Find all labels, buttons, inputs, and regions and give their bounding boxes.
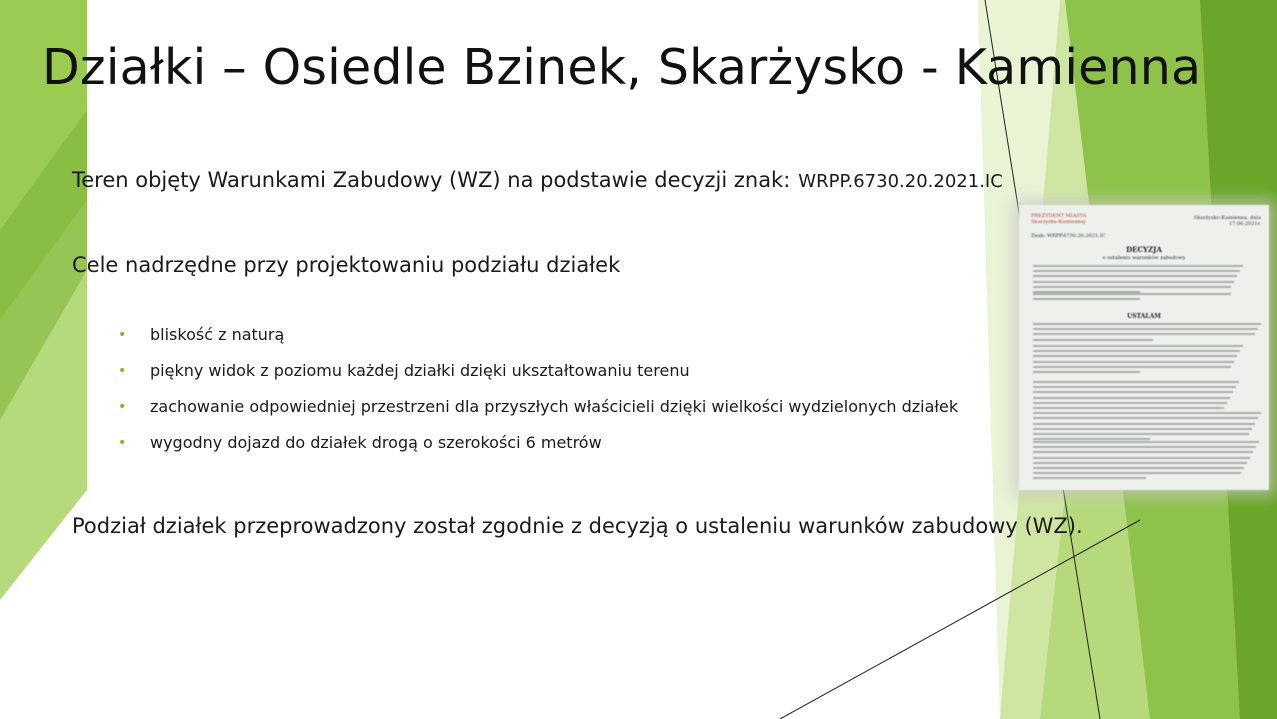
document-text-line: [1033, 477, 1146, 479]
document-text-line: [1033, 366, 1231, 368]
list-item-text: wygodny dojazd do działek drogą o szerokości 6 metrów: [150, 433, 602, 452]
bullet-icon: •: [118, 399, 127, 415]
document-text-line: [1033, 328, 1258, 330]
document-text-line: [1033, 371, 1140, 373]
bullet-icon: •: [118, 363, 127, 379]
list-item-text: bliskość z naturą: [150, 325, 285, 344]
document-text-line: [1033, 433, 1249, 435]
document-text-line: [1033, 286, 1231, 288]
document-heading: DECYZJA: [1126, 245, 1162, 254]
document-sign: Znak: WRPP.6730.20.2021.IC: [1031, 233, 1106, 239]
document-text-line: [1033, 391, 1233, 393]
document-text-line: [1033, 467, 1244, 469]
document-text-line: [1033, 446, 1256, 448]
terms-line: [72, 166, 1003, 196]
document-text-line: [1033, 265, 1243, 267]
document-text-line: [1033, 386, 1236, 388]
document-text-line: [1033, 281, 1234, 283]
list-item: [118, 325, 958, 361]
document-text-line: [1033, 417, 1258, 419]
document-text-line: [1033, 423, 1255, 425]
document-text-line: [1033, 407, 1224, 409]
document-text-line: [1033, 345, 1243, 347]
document-text-line: [1033, 350, 1240, 352]
document-text-line: [1033, 381, 1239, 383]
document-text-line: [1033, 462, 1247, 464]
document-text-line: [1033, 402, 1227, 404]
terms-text: Teren objęty Warunkami Zabudowy (WZ) na podstawie decyzji znak:: [72, 168, 791, 192]
document-header-right: Skarżysko-Kamienna, dnia 17.06.2021r.: [1193, 215, 1261, 227]
document-text-line: [1033, 428, 1252, 430]
document-text-line: [1033, 293, 1231, 295]
document-text-line: [1033, 397, 1230, 399]
document-subheading: o ustaleniu warunków zabudowy: [1102, 255, 1186, 261]
document-text-line: [1033, 270, 1240, 272]
document-text-line: [1033, 339, 1153, 341]
document-text-line: [1033, 451, 1253, 453]
document-text-line: [1033, 333, 1255, 335]
summary-text: Podział działek przeprowadzony został zgodnie z decyzją o ustaleniu warunków zabudowy (WZ).: [72, 514, 1083, 538]
document-text-line: [1033, 472, 1241, 474]
list-item: [118, 433, 958, 469]
list-item-text: piękny widok z poziomu każdej działki dzięki ukształtowaniu terenu: [150, 361, 690, 380]
document-text-line: [1033, 355, 1237, 357]
bullet-icon: •: [118, 435, 127, 451]
goals-heading: Cele nadrzędne przy projektowaniu podziału działek: [72, 253, 621, 277]
document-text-line: [1033, 457, 1250, 459]
goals-list: [118, 325, 958, 469]
document-text-line: [1033, 361, 1234, 363]
decision-document-image: [1019, 205, 1269, 490]
list-item: [118, 361, 958, 397]
document-text-line: [1033, 412, 1261, 414]
document-header-left: PREZYDENT MIASTA Skarżyska-Kamiennej: [1031, 213, 1087, 225]
document-text-line: [1033, 441, 1259, 443]
document-text-line: [1033, 298, 1140, 300]
slide-title: Działki – Osiedle Bzinek, Skarżysko - Kamienna: [42, 39, 1202, 96]
document-text-line: [1033, 275, 1237, 277]
list-item: [118, 397, 958, 433]
list-item-text: zachowanie odpowiedniej przestrzeni dla przyszłych właścicieli dzięki wielkości wydzielonych działek: [150, 397, 959, 416]
decision-code: WRPP.6730.20.2021.IC: [798, 171, 1003, 192]
document-text-line: [1033, 323, 1261, 325]
document-section: USTALAM: [1127, 313, 1161, 320]
document-text-line: [1033, 438, 1150, 440]
bullet-icon: •: [118, 327, 127, 343]
